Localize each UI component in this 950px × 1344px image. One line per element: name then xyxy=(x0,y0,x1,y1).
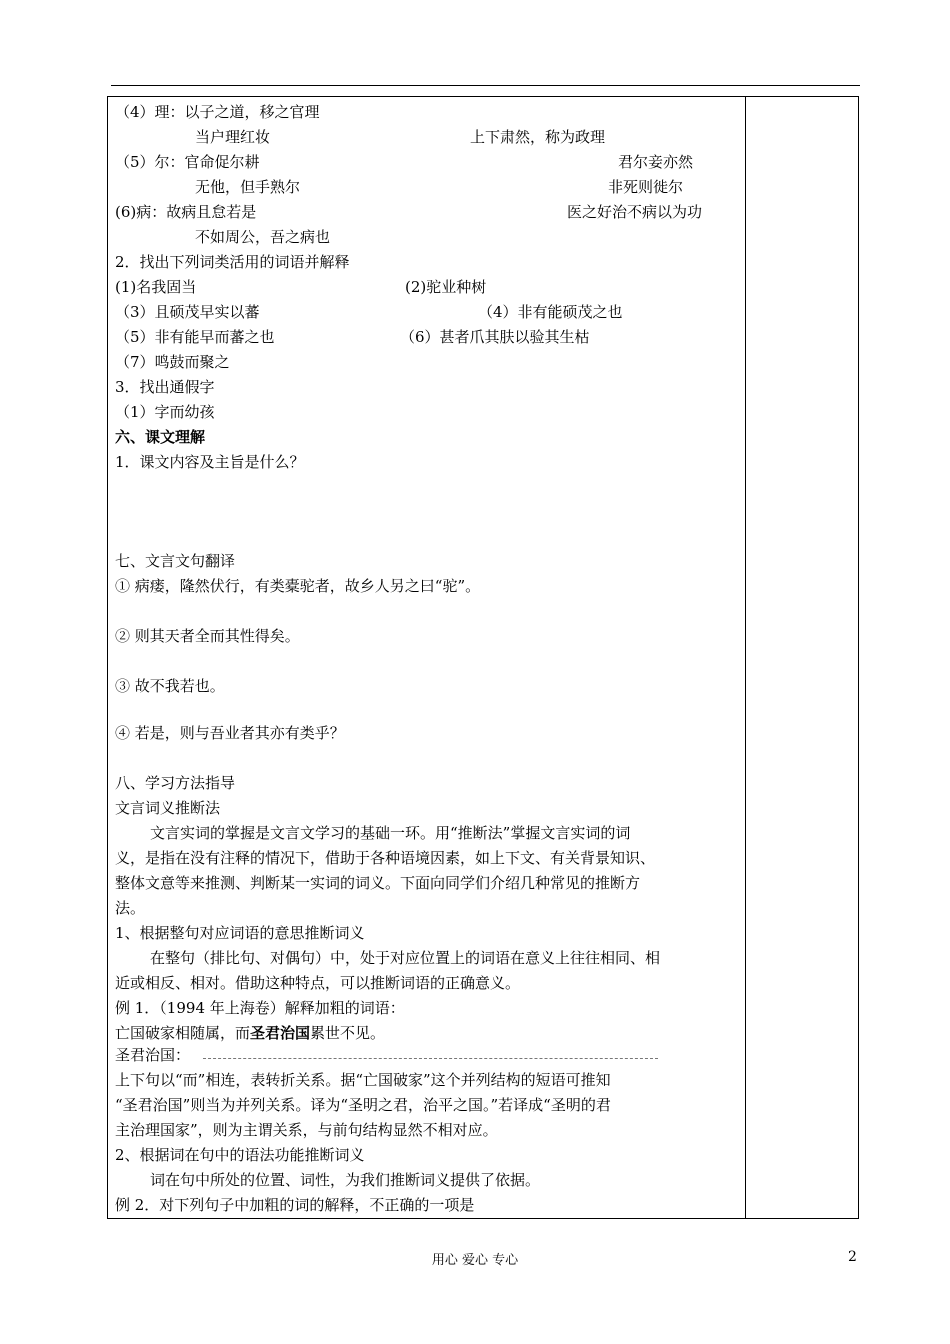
ex1-line-4a: 当户理红妆 xyxy=(195,128,271,146)
sec8-title: 八、学习方法指导 xyxy=(115,774,236,792)
ex2-item-3: （3）且硕茂早实以蕃 xyxy=(115,303,260,321)
sec8-example-1-answer-line-1: 上下句以“而”相连，表转折关系。据“亡国破家”这个并列结构的短语可推知 xyxy=(115,1071,611,1089)
sec7-sentence-2: ② 则其天者全而其性得矣。 xyxy=(115,627,300,645)
ex2-item-6: （6）甚者爪其肤以验其生枯 xyxy=(400,328,590,346)
sec8-example-1-answer-line-2: “圣君治国”则当为并列关系。译为“圣明之君，治平之国。”若译成“圣明的君 xyxy=(115,1096,611,1114)
sec8-method-2: 2、根据词在句中的语法功能推断词义 xyxy=(115,1146,365,1164)
sec8-method-2-text: 词在句中所处的位置、词性，为我们推断词义提供了依据。 xyxy=(150,1171,541,1189)
footer-motto: 用心 爱心 专心 xyxy=(431,1253,519,1268)
sec8-para-1-line-2: 义，是指在没有注释的情况下，借助于各种语境因素，如上下文、有关背景知识、 xyxy=(115,849,656,867)
ex1-line-4b: 上下肃然，称为政理 xyxy=(470,128,606,146)
sec8-method-1: 1、根据整句对应词语的意思推断词义 xyxy=(115,924,365,942)
sec8-method-1-line-1: 在整句（排比句、对偶句）中，处于对应位置上的词语在意义上往往相同、相 xyxy=(150,949,661,967)
column-divider xyxy=(745,96,746,1219)
page-number: 2 xyxy=(848,1249,857,1265)
ex2-item-4: （4）非有能硕茂之也 xyxy=(478,303,623,321)
ex1-line-5b: 君尔妾亦然 xyxy=(618,153,694,171)
ex2-item-2: (2)驼业种树 xyxy=(405,278,487,296)
ex1-line-6: (6)病：故病且怠若是 xyxy=(115,203,257,221)
example-1-text-c: 累世不见。 xyxy=(310,1024,386,1042)
ex1-line-5: （5）尔：官命促尔耕 xyxy=(115,153,260,171)
sec8-example-1-answer-line-3: 主治理国家”，则为主谓关系，与前句结构显然不相对应。 xyxy=(115,1121,498,1139)
ex2-item-1: (1)名我固当 xyxy=(115,278,197,296)
sec7-sentence-3: ③ 故不我若也。 xyxy=(115,677,225,695)
ex1-line-6c: 不如周公，吾之病也 xyxy=(195,228,331,246)
ex1-line-6b: 医之好治不病以为功 xyxy=(567,203,703,221)
ex3-item-1: （1）字而幼孩 xyxy=(115,403,215,421)
sec7-title: 七、文言文句翻译 xyxy=(115,552,236,570)
ex2-item-5: （5）非有能早而蕃之也 xyxy=(115,328,275,346)
sec7-sentence-4: ④ 若是，则与吾业者其亦有类乎？ xyxy=(115,724,345,742)
sec8-example-1-question: 圣君治国： xyxy=(115,1046,191,1064)
answer-blank[interactable] xyxy=(203,1058,658,1059)
sec8-method-1-line-2: 近或相反、相对。借助这种特点，可以推断词语的正确意义。 xyxy=(115,974,521,992)
sec8-para-1-line-1: 文言实词的掌握是文言文学习的基础一环。用“推断法”掌握文言实词的词 xyxy=(150,824,631,842)
sec8-subtitle: 文言词义推断法 xyxy=(115,799,221,817)
sec6-question-1: 1．课文内容及主旨是什么？ xyxy=(115,453,305,471)
sec8-para-1-line-4: 法。 xyxy=(115,899,146,917)
example-1-text-a: 亡国破家相随属，而 xyxy=(115,1024,251,1042)
sec6-title: 六、课文理解 xyxy=(115,428,206,446)
ex1-line-5c: 无他，但手熟尔 xyxy=(195,178,301,196)
example-1-bold-term: 圣君治国 xyxy=(250,1024,311,1042)
ex2-title: 2．找出下列词类活用的词语并解释 xyxy=(115,253,350,271)
ex2-item-7: （7）鸣鼓而聚之 xyxy=(115,353,230,371)
ex1-line-5d: 非死则徙尔 xyxy=(608,178,684,196)
sec8-example-2: 例 2．对下列句子中加粗的词的解释，不正确的一项是 xyxy=(115,1196,475,1214)
ex3-title: 3．找出通假字 xyxy=(115,378,215,396)
sec7-sentence-1: ① 病瘘，隆然伏行，有类橐驼者，故乡人另之曰“驼”。 xyxy=(115,577,481,595)
sec8-para-1-line-3: 整体文意等来推测、判断某一实词的词义。下面向同学们介绍几种常见的推断方 xyxy=(115,874,641,892)
header-rule xyxy=(111,85,860,86)
sec8-example-1-sentence xyxy=(115,1024,385,1042)
sec8-example-1: 例 1．（1994 年上海卷）解释加粗的词语： xyxy=(115,999,405,1017)
ex1-line-4: （4）理：以子之道，移之官理 xyxy=(115,103,320,121)
